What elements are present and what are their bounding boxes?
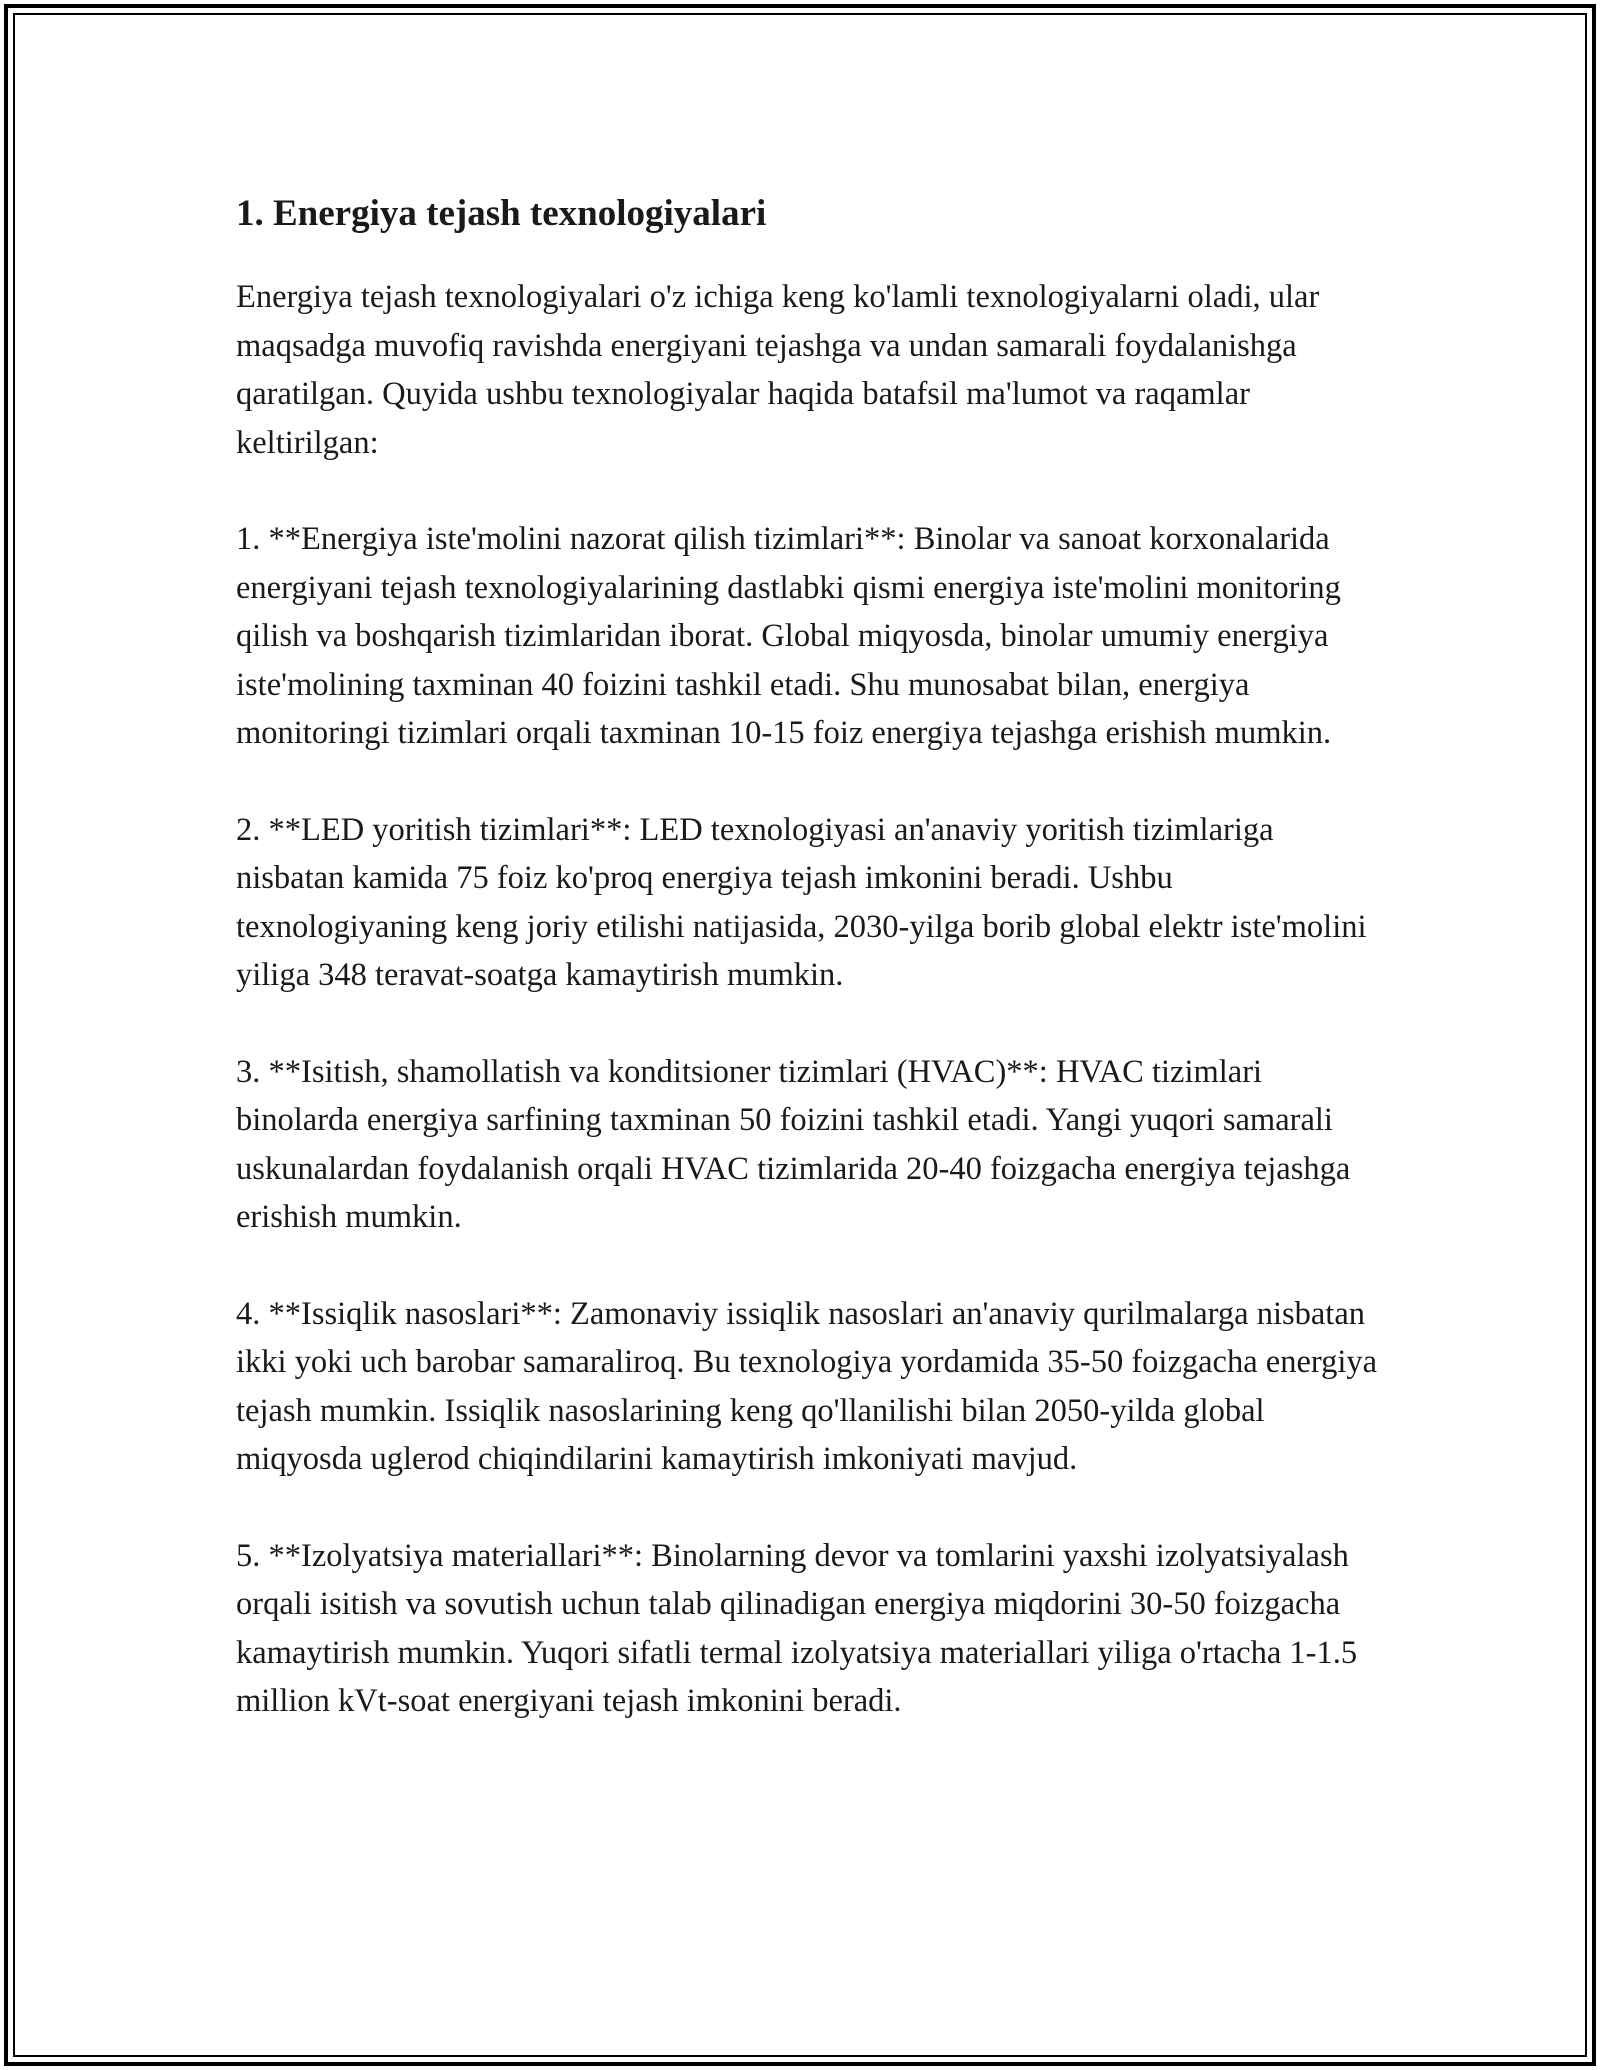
item-led-lighting: 2. **LED yoritish tizimlari**: LED texnologiyasi an'anaviy yoritish tizimlariga nisbatan kamida 75 foiz ko'proq energiya tejash imkonini beradi. Ushbu texnologiyaning keng joriy etilishi natijasida, 2030-yilga borib global elektr iste'molini yiliga 348 teravat-soatga kamaytirish mumkin. xyxy=(236,811,1367,993)
item-insulation: 5. **Izolyatsiya materiallari**: Binolarning devor va tomlarini yaxshi izolyatsiyalash orqali isitish va sovutish uchun talab qilinadigan energiya miqdorini 30-50 foizgacha kamaytirish mumkin. Yuqori sifatli termal izolyatsiya materiallari yiliga o'rtacha 1-1.5 million kVt-soat energiyani tejash imkonini beradi. xyxy=(236,1537,1358,1719)
document-body xyxy=(236,185,1386,1774)
section-heading: 1. Energiya tejash texnologiyalari xyxy=(236,193,767,234)
item-hvac: 3. **Isitish, shamollatish va konditsioner tizimlari (HVAC)**: HVAC tizimlari binolarda energiya sarfining taxminan 50 foizini tashkil etadi. Yangi yuqori samarali uskunalardan foydalanish orqali HVAC tizimlarida 20-40 foizgacha energiya tejashga erishish mumkin. xyxy=(236,1053,1351,1235)
intro-paragraph: Energiya tejash texnologiyalari o'z ichiga keng ko'lamli texnologiyalarni oladi, ular maqsadga muvofiq ravishda energiyani tejashga va undan samarali foydalanishga qaratilgan. Quyida ushbu texnologiyalar haqida batafsil ma'lumot va raqamlar keltirilgan: xyxy=(236,279,1320,461)
item-heat-pumps: 4. **Issiqlik nasoslari**: Zamonaviy issiqlik nasoslari an'anaviy qurilmalarga nisbatan ikki yoki uch barobar samaraliroq. Bu texnologiya yordamida 35-50 foizgacha energiya tejash mumkin. Issiqlik nasoslarining keng qo'llanilishi bilan 2050-yilda global miqyosda uglerod chiqindilarini kamaytirish imkoniyati mavjud. xyxy=(236,1295,1378,1477)
item-energy-monitoring: 1. **Energiya iste'molini nazorat qilish tizimlari**: Binolar va sanoat korxonalarida energiyani tejash texnologiyalarining dastlabki qismi energiya iste'molini monitoring qilish va boshqarish tizimlaridan iborat. Global miqyosda, binolar umumiy energiya iste'molining taxminan 40 foizini tashkil etadi. Shu munosabat bilan, energiya monitoringi tizimlari orqali taxminan 10-15 foiz energiya tejashga erishish mumkin. xyxy=(236,521,1341,751)
